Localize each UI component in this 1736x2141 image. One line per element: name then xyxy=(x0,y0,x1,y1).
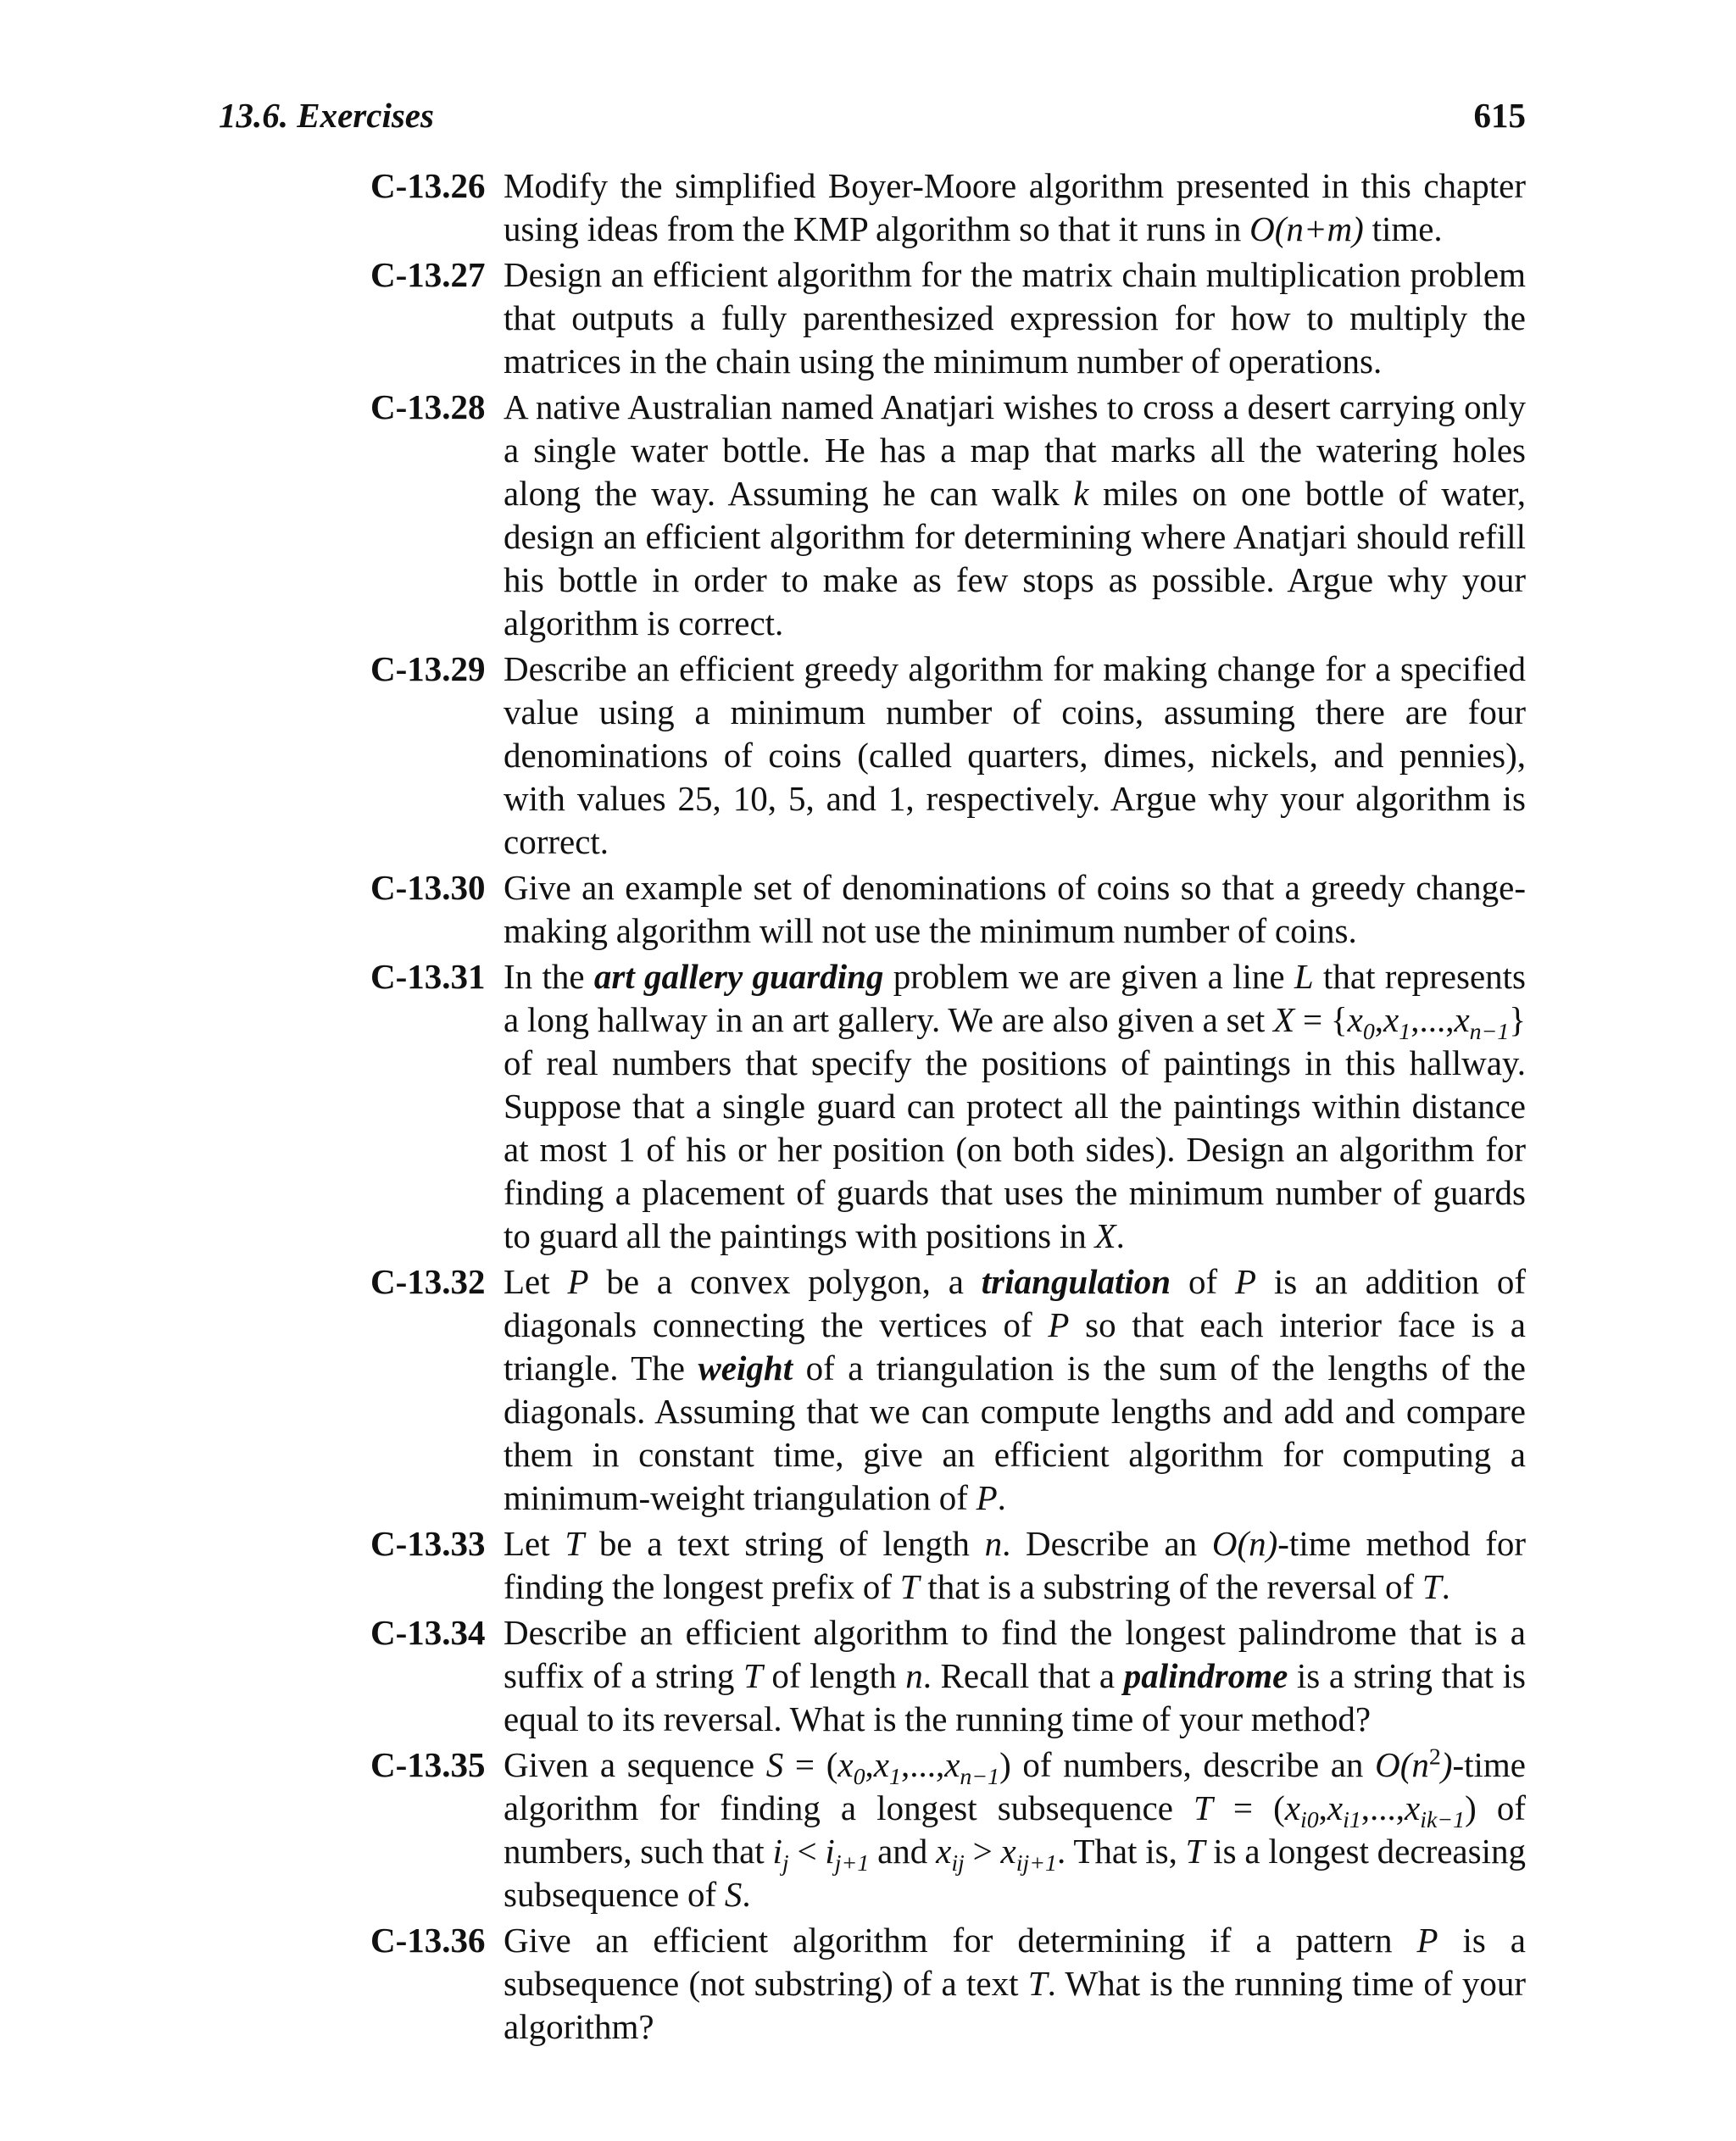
page-number: 615 xyxy=(1473,96,1526,135)
math-subscript: ij xyxy=(951,1850,965,1877)
section-title: 13.6. Exercises xyxy=(219,96,434,135)
math-superscript: 2 xyxy=(1428,1743,1441,1771)
math-symbol: X xyxy=(1273,1000,1295,1039)
exercise-label: C-13.36 xyxy=(370,1921,486,1960)
text-run: -time algorithm for finding a longest subsequence xyxy=(504,1745,1526,1827)
text-run: ,..., xyxy=(1360,1788,1405,1827)
exercise-text xyxy=(504,253,1526,383)
math-symbol: P xyxy=(976,1478,998,1517)
text-run: Give an example set of denominations of coins so that a greedy change-making algorithm will not use the minimum number of coins. xyxy=(504,868,1526,950)
exercise-text xyxy=(504,1743,1526,1916)
math-subscript: j xyxy=(782,1850,789,1877)
text-run: so that each interior face is a triangle. The xyxy=(504,1305,1526,1387)
exercise-item xyxy=(370,386,1526,645)
exercise-label: C-13.26 xyxy=(370,166,486,205)
text-run: is an addition of diagonals connecting the vertices of xyxy=(504,1262,1526,1344)
math-symbol: x xyxy=(1000,1832,1016,1871)
text-run: , xyxy=(865,1745,874,1784)
math-symbol: L xyxy=(1294,957,1314,996)
exercise-label: C-13.33 xyxy=(370,1524,486,1563)
defined-term: art gallery guarding xyxy=(593,957,884,996)
math-subscript: 0 xyxy=(1362,1019,1375,1046)
text-run: Given a sequence xyxy=(504,1745,766,1784)
text-run: is a longest decreasing subsequence of xyxy=(504,1832,1526,1914)
math-symbol: ) xyxy=(1440,1745,1453,1784)
text-run: A native Australian named Anatjari wishes to cross a desert carrying only a single water bottle. He has a map that marks all the watering holes along the way. Assuming he can walk xyxy=(504,387,1526,513)
exercise-text xyxy=(504,1611,1526,1741)
exercise-text xyxy=(504,1919,1526,2049)
text-run: that is a substring of the reversal of xyxy=(919,1567,1422,1606)
exercise-item xyxy=(370,1919,1526,2049)
math-symbol: k xyxy=(1073,474,1089,513)
text-run: Let xyxy=(504,1524,565,1563)
math-symbol: T xyxy=(899,1567,920,1606)
math-symbol: S xyxy=(765,1745,784,1784)
exercise-item xyxy=(370,955,1526,1258)
text-run: , xyxy=(1374,1000,1384,1039)
text-run: } of real numbers that specify the positions of paintings in this hallway. Suppose that a single guard can protect all the paintings within distance at most 1 of his or her position (on both sides). Design an algorithm for finding a placement of guards that uses the minimum number of guards to guard all the paintings with positions in xyxy=(504,1000,1527,1255)
math-subscript: 1 xyxy=(889,1764,901,1791)
math-symbol: T xyxy=(565,1524,585,1563)
math-symbol: O(n+m) xyxy=(1249,209,1364,248)
math-symbol: T xyxy=(743,1656,763,1695)
exercise-label: C-13.31 xyxy=(370,957,486,996)
exercise-text xyxy=(504,386,1526,645)
text-run: . That is, xyxy=(1057,1832,1186,1871)
text-run: and xyxy=(869,1832,937,1871)
math-symbol: n xyxy=(984,1524,1003,1563)
math-symbol: x xyxy=(1405,1788,1421,1827)
text-run: Describe an efficient algorithm to find the longest palindrome that is a suffix of a string xyxy=(504,1613,1526,1695)
exercise-label: C-13.27 xyxy=(370,255,486,294)
exercise-item xyxy=(370,866,1526,953)
math-symbol: T xyxy=(1422,1567,1442,1606)
exercise-label: C-13.32 xyxy=(370,1262,486,1301)
math-symbol: i xyxy=(825,1832,835,1871)
text-run: > xyxy=(964,1832,1001,1871)
text-run: < xyxy=(788,1832,826,1871)
text-run: -time method for finding the longest prefix of xyxy=(504,1524,1527,1606)
math-subscript: 0 xyxy=(853,1764,865,1791)
math-symbol: S xyxy=(724,1875,743,1914)
text-run: ) of numbers, describe an xyxy=(999,1745,1376,1784)
text-run: be a text string of length xyxy=(584,1524,985,1563)
text-run: is a subsequence (not substring) of a text xyxy=(504,1921,1527,2003)
text-run: . xyxy=(1116,1216,1125,1255)
text-run: ,..., xyxy=(1410,1000,1455,1039)
math-symbol: P xyxy=(1048,1305,1070,1344)
math-subscript: ik−1 xyxy=(1420,1807,1466,1834)
math-symbol: O(n) xyxy=(1211,1524,1278,1563)
exercise-text xyxy=(504,164,1526,251)
math-symbol: P xyxy=(1234,1262,1257,1301)
text-run: . xyxy=(997,1478,1006,1517)
text-run: of a triangulation is the sum of the lengths of the diagonals. Assuming that we can compute lengths and add and compare them in constant time, give an efficient algorithm for computing a minimum-weight triangulation of xyxy=(504,1349,1526,1517)
text-run: = { xyxy=(1294,1000,1348,1039)
math-subscript: ij+1 xyxy=(1015,1850,1057,1877)
text-run: be a convex polygon, a xyxy=(588,1262,982,1301)
exercise-label: C-13.28 xyxy=(370,387,486,426)
text-run: that represents a long hallway in an art gallery. We are also given a set xyxy=(504,957,1526,1039)
math-symbol: x xyxy=(873,1745,889,1784)
math-symbol: x xyxy=(837,1745,854,1784)
defined-term: weight xyxy=(698,1349,793,1387)
exercise-list xyxy=(370,164,1526,2051)
exercise-label: C-13.30 xyxy=(370,868,486,907)
math-symbol: P xyxy=(567,1262,589,1301)
math-subscript: 1 xyxy=(1399,1019,1411,1046)
exercise-item xyxy=(370,648,1526,864)
math-subscript: n−1 xyxy=(1469,1019,1510,1046)
text-run: = ( xyxy=(783,1745,838,1784)
exercise-text xyxy=(504,866,1526,953)
text-run: problem we are given a line xyxy=(883,957,1294,996)
math-symbol: X xyxy=(1094,1216,1116,1255)
math-symbol: P xyxy=(1416,1921,1438,1960)
text-run: ) of numbers, such that xyxy=(504,1788,1526,1871)
math-symbol: O(n xyxy=(1375,1745,1429,1784)
exercise-item xyxy=(370,1743,1526,1916)
math-subscript: j+1 xyxy=(834,1850,870,1877)
exercise-item xyxy=(370,1611,1526,1741)
text-run: Design an efficient algorithm for the matrix chain multiplication problem that outputs a fully parenthesized expression for how to multiply the matrices in the chain using the minimum number of operations. xyxy=(504,255,1526,381)
text-run: In the xyxy=(504,957,594,996)
math-symbol: x xyxy=(1383,1000,1399,1039)
math-symbol: i xyxy=(772,1832,782,1871)
math-symbol: T xyxy=(1027,1964,1048,2003)
exercise-label: C-13.34 xyxy=(370,1613,486,1652)
text-run: of xyxy=(1171,1262,1235,1301)
exercise-item xyxy=(370,1522,1526,1609)
text-run: = ( xyxy=(1212,1788,1285,1827)
text-run: . Recall that a xyxy=(922,1656,1124,1695)
text-run: . xyxy=(742,1875,751,1914)
math-symbol: x xyxy=(944,1745,960,1784)
math-subscript: i0 xyxy=(1299,1807,1319,1834)
math-symbol: T xyxy=(1193,1788,1213,1827)
exercise-item xyxy=(370,164,1526,251)
defined-term: triangulation xyxy=(981,1262,1171,1301)
math-symbol: x xyxy=(936,1832,952,1871)
math-symbol: T xyxy=(1185,1832,1205,1871)
math-symbol: x xyxy=(1284,1788,1300,1827)
text-run: ,..., xyxy=(900,1745,945,1784)
exercise-label: C-13.35 xyxy=(370,1745,486,1784)
math-symbol: x xyxy=(1347,1000,1363,1039)
math-subscript: i1 xyxy=(1343,1807,1361,1834)
math-symbol: x xyxy=(1454,1000,1470,1039)
defined-term: palindrome xyxy=(1123,1656,1288,1695)
text-run: , xyxy=(1318,1788,1327,1827)
page-header xyxy=(219,95,1526,146)
text-run: miles on one bottle of water, design an efficient algorithm for determining where Anatjari should refill his bottle in order to make as few stops as possible. Argue why your algorithm is correct. xyxy=(504,474,1526,642)
exercise-item xyxy=(370,253,1526,383)
math-subscript: n−1 xyxy=(960,1764,1000,1791)
text-run: Give an efficient algorithm for determining if a pattern xyxy=(504,1921,1417,1960)
text-run: . What is the running time of your algorithm? xyxy=(504,1964,1526,2046)
exercise-text xyxy=(504,1260,1526,1520)
text-run: . Describe an xyxy=(1002,1524,1212,1563)
exercise-item xyxy=(370,1260,1526,1520)
exercise-text xyxy=(504,955,1526,1258)
text-run: of length xyxy=(762,1656,906,1695)
text-run: Describe an efficient greedy algorithm for making change for a specified value using a minimum number of coins, assuming there are four denominations of coins (called quarters, dimes, nickels, and pennies), with values 25, 10, 5, and 1, respectively. Argue why your algorithm is correct. xyxy=(504,649,1526,861)
text-run: time. xyxy=(1363,209,1443,248)
text-run: is a string that is equal to its reversal. What is the running time of your method? xyxy=(504,1656,1527,1738)
exercise-text xyxy=(504,648,1526,864)
math-symbol: n xyxy=(905,1656,923,1695)
exercise-text xyxy=(504,1522,1526,1609)
text-run: Modify the simplified Boyer-Moore algorithm presented in this chapter using ideas from the KMP algorithm so that it runs in xyxy=(504,166,1526,248)
exercise-label: C-13.29 xyxy=(370,649,486,688)
text-run: Let xyxy=(504,1262,568,1301)
math-symbol: x xyxy=(1327,1788,1344,1827)
text-run: . xyxy=(1441,1567,1450,1606)
